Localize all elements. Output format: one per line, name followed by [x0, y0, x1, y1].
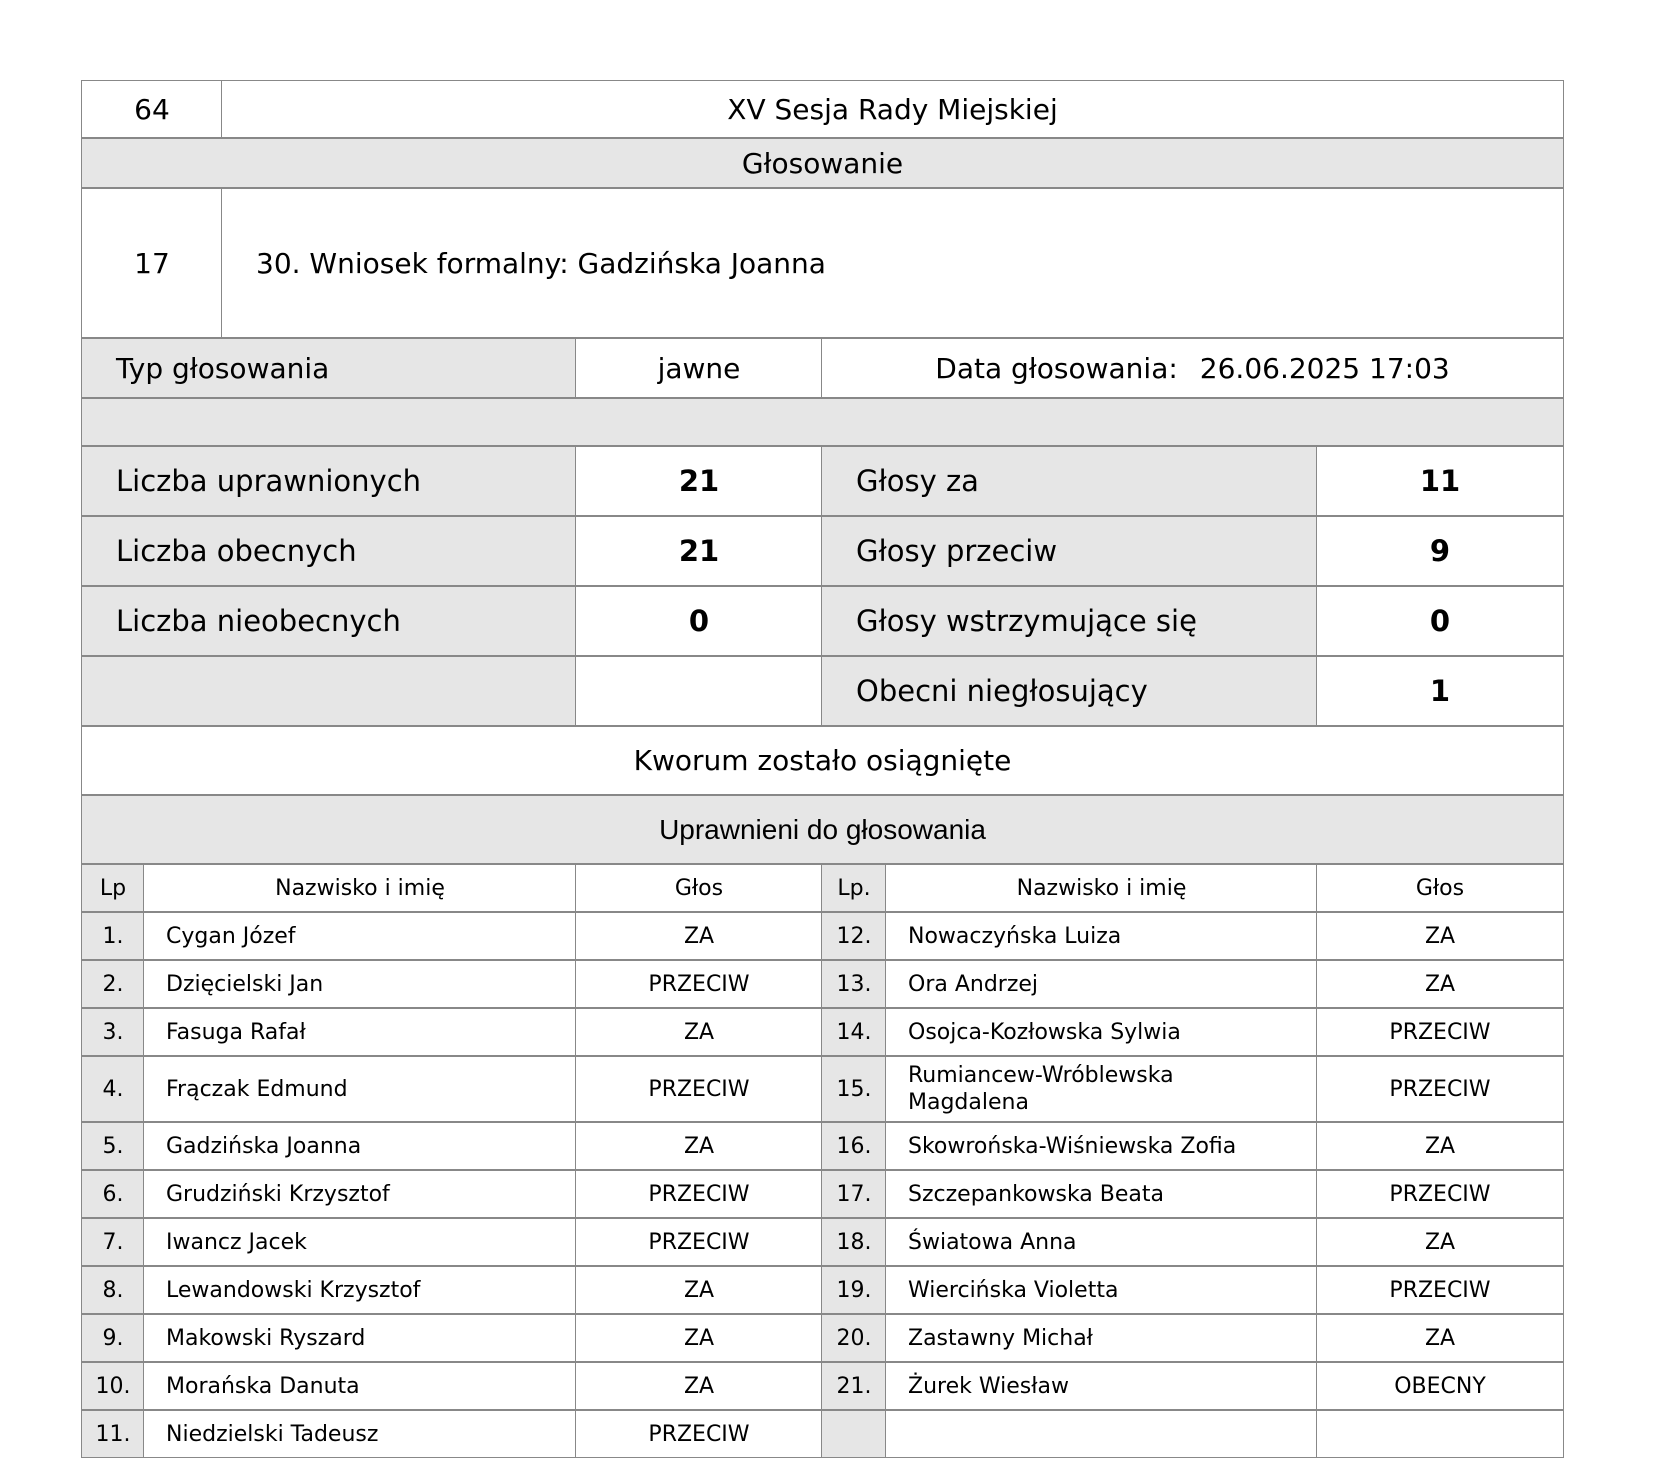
eligible-header-row	[81, 795, 1564, 864]
spacer-row	[81, 398, 1564, 446]
voter-lp: 3.	[81, 1008, 145, 1056]
voter-vote: PRZECIW	[575, 960, 823, 1008]
voter-vote: ZA	[1316, 1314, 1564, 1362]
voter-name: Światowa Anna	[885, 1218, 1318, 1266]
voter-row	[81, 1122, 1564, 1170]
stat-label: Liczba obecnych	[81, 516, 577, 586]
voter-vote: PRZECIW	[575, 1410, 823, 1458]
voter-row	[81, 1314, 1564, 1362]
col-lp-header: Lp.	[821, 864, 887, 912]
quorum-row	[81, 726, 1564, 795]
voter-vote: PRZECIW	[1316, 1008, 1564, 1056]
col-name-header: Nazwisko i imię	[885, 864, 1318, 912]
voter-name-line: Magdalena	[908, 1090, 1029, 1115]
voter-vote: OBECNY	[1316, 1362, 1564, 1410]
voter-vote-empty	[1316, 1410, 1564, 1458]
voter-vote: ZA	[575, 912, 823, 960]
voter-name: Wiercińska Violetta	[885, 1266, 1318, 1314]
voter-name: Cygan Józef	[143, 912, 577, 960]
voter-lp: 9.	[81, 1314, 145, 1362]
voter-vote: PRZECIW	[575, 1056, 823, 1122]
voter-lp: 16.	[821, 1122, 887, 1170]
voter-row	[81, 1008, 1564, 1056]
voter-name: Grudziński Krzysztof	[143, 1170, 577, 1218]
voter-vote: ZA	[575, 1266, 823, 1314]
stat-label: Głosy za	[821, 446, 1318, 516]
stat-label: Liczba uprawnionych	[81, 446, 577, 516]
voter-vote: ZA	[575, 1362, 823, 1410]
voter-lp: 8.	[81, 1266, 145, 1314]
stat-empty-cell	[81, 656, 577, 726]
stat-value: 0	[575, 586, 823, 656]
voter-name: Dzięcielski Jan	[143, 960, 577, 1008]
spacer-cell	[81, 398, 1564, 446]
voter-row	[81, 1266, 1564, 1314]
stats-row	[81, 656, 1564, 726]
eligible-title: Uprawnieni do głosowania	[81, 795, 1564, 864]
stat-label: Głosy przeciw	[821, 516, 1318, 586]
col-vote-header: Głos	[575, 864, 823, 912]
voter-row	[81, 1410, 1564, 1458]
stat-label: Głosy wstrzymujące się	[821, 586, 1318, 656]
session-header	[81, 80, 1564, 138]
voter-vote: ZA	[1316, 1122, 1564, 1170]
col-lp-header: Lp	[81, 864, 145, 912]
voter-row	[81, 1056, 1564, 1122]
stat-value: 21	[575, 516, 823, 586]
voter-name: Nowaczyńska Luiza	[885, 912, 1318, 960]
voter-name: Szczepankowska Beata	[885, 1170, 1318, 1218]
voter-vote: ZA	[1316, 1218, 1564, 1266]
voter-lp: 13.	[821, 960, 887, 1008]
stat-value: 0	[1316, 586, 1564, 656]
voter-row	[81, 1362, 1564, 1410]
voter-lp: 17.	[821, 1170, 887, 1218]
vote-date-label: Data głosowania:	[935, 351, 1178, 385]
voter-vote: ZA	[575, 1008, 823, 1056]
voter-lp: 21.	[821, 1362, 887, 1410]
agenda-item	[81, 188, 1564, 338]
voter-lp: 4.	[81, 1056, 145, 1122]
voter-row	[81, 912, 1564, 960]
vote-type-label: Typ głosowania	[81, 338, 577, 398]
voter-vote: PRZECIW	[575, 1170, 823, 1218]
voter-vote: PRZECIW	[1316, 1056, 1564, 1122]
item-title: 30. Wniosek formalny: Gadzińska Joanna	[221, 188, 1564, 338]
voter-vote: ZA	[575, 1314, 823, 1362]
voter-lp: 2.	[81, 960, 145, 1008]
voter-name: Fasuga Rafał	[143, 1008, 577, 1056]
stat-label: Liczba nieobecnych	[81, 586, 577, 656]
vote-date-value: 26.06.2025 17:03	[1199, 351, 1450, 385]
voter-vote: ZA	[575, 1122, 823, 1170]
voter-name: Gadzińska Joanna	[143, 1122, 577, 1170]
voter-row	[81, 960, 1564, 1008]
vote-date	[821, 338, 1564, 398]
stat-label: Obecni niegłosujący	[821, 656, 1318, 726]
voter-name: Frączak Edmund	[143, 1056, 577, 1122]
voter-lp: 5.	[81, 1122, 145, 1170]
stats-row	[81, 446, 1564, 516]
voter-vote: ZA	[1316, 960, 1564, 1008]
voter-vote: ZA	[1316, 912, 1564, 960]
stats-row	[81, 516, 1564, 586]
quorum-status: Kworum zostało osiągnięte	[81, 726, 1564, 795]
stat-empty-cell	[575, 656, 823, 726]
stat-value: 9	[1316, 516, 1564, 586]
voter-lp: 11.	[81, 1410, 145, 1458]
voter-name-empty	[885, 1410, 1318, 1458]
voter-lp: 14.	[821, 1008, 887, 1056]
voter-lp: 12.	[821, 912, 887, 960]
stat-value: 21	[575, 446, 823, 516]
session-title: XV Sesja Rady Miejskiej	[221, 80, 1564, 138]
session-number: 64	[81, 80, 223, 138]
voter-name	[885, 1056, 1318, 1122]
voter-lp: 6.	[81, 1170, 145, 1218]
col-vote-header: Głos	[1316, 864, 1564, 912]
voting-record-document	[81, 80, 1564, 1458]
item-number: 17	[81, 188, 223, 338]
voter-vote: PRZECIW	[1316, 1266, 1564, 1314]
voter-name: Makowski Ryszard	[143, 1314, 577, 1362]
voter-vote: PRZECIW	[1316, 1170, 1564, 1218]
voter-name: Lewandowski Krzysztof	[143, 1266, 577, 1314]
voter-name: Osojca-Kozłowska Sylwia	[885, 1008, 1318, 1056]
voter-lp-empty	[821, 1410, 887, 1458]
voter-lp: 10.	[81, 1362, 145, 1410]
voter-lp: 20.	[821, 1314, 887, 1362]
col-name-header: Nazwisko i imię	[143, 864, 577, 912]
voter-row	[81, 1218, 1564, 1266]
voting-section-title: Głosowanie	[81, 138, 1564, 188]
voter-lp: 19.	[821, 1266, 887, 1314]
stat-value: 1	[1316, 656, 1564, 726]
voter-lp: 15.	[821, 1056, 887, 1122]
voter-lp: 18.	[821, 1218, 887, 1266]
stat-value: 11	[1316, 446, 1564, 516]
voter-name: Skowrońska-Wiśniewska Zofia	[885, 1122, 1318, 1170]
voter-name: Iwancz Jacek	[143, 1218, 577, 1266]
voter-row	[81, 1170, 1564, 1218]
voter-name: Niedzielski Tadeusz	[143, 1410, 577, 1458]
stats-row	[81, 586, 1564, 656]
voter-lp: 7.	[81, 1218, 145, 1266]
voter-name: Ora Andrzej	[885, 960, 1318, 1008]
voter-name: Żurek Wiesław	[885, 1362, 1318, 1410]
voter-name: Morańska Danuta	[143, 1362, 577, 1410]
voters-table-header	[81, 864, 1564, 912]
voter-name-line: Rumiancew-Wróblewska	[908, 1063, 1174, 1088]
voting-section-header	[81, 138, 1564, 188]
voter-name: Zastawny Michał	[885, 1314, 1318, 1362]
vote-type-value: jawne	[575, 338, 823, 398]
voter-vote: PRZECIW	[575, 1218, 823, 1266]
vote-type-row	[81, 338, 1564, 398]
voter-lp: 1.	[81, 912, 145, 960]
